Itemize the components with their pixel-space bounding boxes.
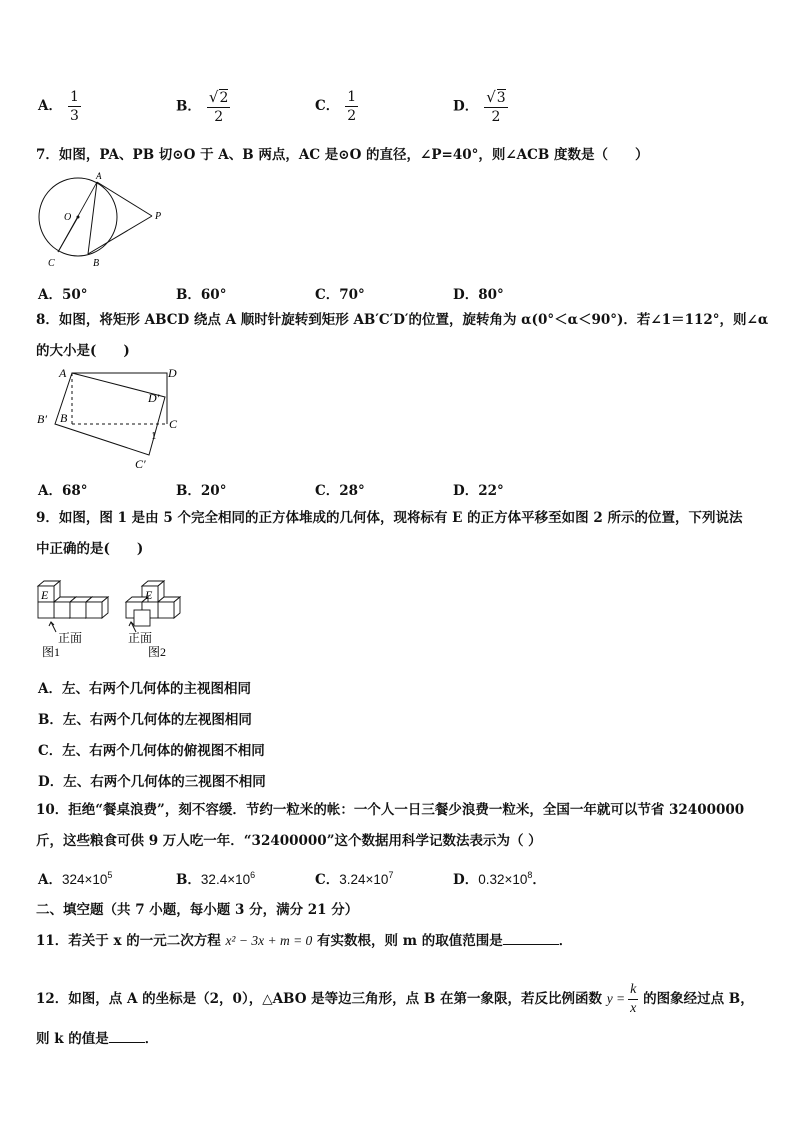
q10-option-b [176, 868, 255, 888]
q9-cubes-figure [34, 570, 194, 662]
q9-question-line1: 9．如图，图 1 是由 5 个完全相同的正方体堆成的几何体，现将标有 E 的正方体平移至如图 2 所示的位置，下列说法 [36, 510, 743, 526]
q7-option-d: D．80° [453, 287, 504, 303]
q6-fraction-numerator [484, 89, 507, 108]
q10-option-letter: D． [453, 872, 479, 888]
q8-label-d: D [168, 366, 177, 380]
q6-option-c [315, 89, 358, 124]
q6-option-letter: B． [176, 98, 201, 115]
q10-option-exponent: 7 [388, 870, 394, 880]
q11-equation: x² − 3x + m = 0 [225, 933, 313, 948]
q8-rectangle-figure [34, 362, 194, 474]
q6-option-fraction [484, 89, 507, 125]
q10-question-line2: 斤，这些粮食可供 9 万人吃一年．“32400000”这个数据用科学记数法表示为（ ） [36, 833, 542, 849]
q6-fraction-denominator: 3 [69, 108, 79, 124]
q7-label-o: O [64, 212, 72, 223]
q7-option-c: C．70° [315, 287, 365, 303]
q6-radicand: 2 [219, 90, 229, 106]
q10-option-exponent: 5 [107, 870, 113, 880]
q9-fig1-front-label: 正面 [58, 631, 83, 645]
q7-label-c: C [48, 258, 55, 269]
q8-option-d: D．22° [453, 483, 504, 499]
q7-label-a: A [96, 171, 102, 181]
q6-fraction-numerator [207, 89, 230, 108]
q6-option-letter: A． [38, 98, 62, 114]
q12-func-numerator: k [628, 982, 638, 1000]
q8-label-a: A [59, 366, 67, 380]
q6-option-fraction [345, 89, 358, 124]
q7-label-b: B [93, 258, 100, 269]
section-2-heading: 二、填空题（共 7 小题，每小题 3 分，满分 21 分） [36, 902, 359, 918]
q12-line2-text: 则 k 的值是 [36, 1031, 109, 1047]
q7-option-a: A．50° [38, 287, 88, 303]
q9-fig2-front-label: 正面 [128, 631, 153, 645]
q10-option-exponent: 6 [250, 870, 256, 880]
q12-func-fraction [628, 982, 638, 1017]
q6-option-b [176, 89, 230, 125]
q11-answer-blank[interactable] [503, 944, 559, 945]
q8-label-d-prime: D′ [148, 391, 160, 405]
q6-option-letter: D． [453, 98, 479, 115]
q10-option-letter: B． [176, 872, 201, 888]
q10-option-base: 0.32×10 [478, 872, 528, 887]
q10-question-line1: 10．拒绝“餐桌浪费”，刻不容缓．节约一粒米的帐：一个人一日三餐少浪费一粒米，全国一年就可以节省 32400000 [36, 802, 745, 818]
q12-answer-blank[interactable] [109, 1042, 145, 1043]
q12-func-denominator: x [630, 1001, 637, 1016]
q9-question-line2: 中正确的是( ) [36, 541, 144, 557]
q11-prefix: 11．若关于 x 的一元二次方程 [36, 933, 226, 949]
q12-question-line2 [36, 1030, 158, 1048]
q8-option-a: A．68° [38, 483, 88, 499]
q10-option-base: 324×10 [61, 872, 108, 887]
q10-option-tail: ． [532, 872, 546, 888]
q8-option-b: B．20° [176, 483, 227, 499]
q6-option-fraction [207, 89, 230, 125]
q6-option-d [453, 89, 508, 125]
q10-option-d [453, 868, 546, 888]
q6-fraction-numerator: 1 [347, 89, 357, 105]
q10-option-a [38, 868, 112, 888]
q6-option-a [38, 89, 81, 124]
q9-option-b: B．左、右两个几何体的左视图相同 [38, 712, 252, 728]
q8-label-angle-1: 1 [151, 430, 157, 442]
q12-end: ． [144, 1031, 159, 1047]
q10-option-letter: A． [38, 872, 62, 888]
q8-label-b: B [60, 411, 68, 425]
q6-fraction-denominator: 2 [214, 109, 224, 125]
q9-fig1-caption: 图1 [42, 645, 61, 659]
q12-prefix: 12．如图，点 A 的坐标是（2，0），△ABO 是等边三角形，点 B 在第一象限，若反比例函数 [36, 991, 607, 1007]
q8-question-line2: 的大小是( ) [36, 343, 130, 359]
q8-option-c: C．28° [315, 483, 365, 499]
q9-option-d: D．左、右两个几何体的三视图不相同 [38, 774, 266, 790]
q9-fig1-label-e: E [41, 588, 49, 602]
q7-question: 7．如图，PA、PB 切⊙O 于 A、B 两点，AC 是⊙O 的直径，∠P=40°，则∠ACB 度数是（ ） [36, 147, 649, 163]
q10-option-base: 32.4×10 [200, 872, 251, 887]
q6-radicand: 3 [496, 90, 506, 106]
sqrt-symbol: √ [486, 88, 496, 106]
q8-label-c: C [169, 417, 178, 431]
q8-question-line1: 8．如图，将矩形 ABCD 绕点 A 顺时针旋转到矩形 AB′C′D′的位置，旋转角为 α(0°＜α＜90°)．若∠1＝112°，则∠α [36, 312, 769, 328]
q9-option-a: A．左、右两个几何体的主视图相同 [38, 681, 251, 697]
q10-option-exponent: 8 [527, 870, 533, 880]
q8-label-b-prime: B′ [37, 412, 47, 426]
q7-option-b: B．60° [176, 287, 227, 303]
q6-option-letter: C． [315, 98, 340, 114]
q9-fig2-caption: 图2 [148, 645, 167, 659]
q7-circle-figure [30, 170, 180, 270]
q11-end: ． [558, 933, 573, 949]
q9-fig2-label-e: E [145, 588, 153, 602]
q11-suffix: 有实数根，则 m 的取值范围是 [312, 933, 503, 949]
q12-func-y: y = [606, 991, 626, 1006]
q6-fraction-denominator: 2 [491, 109, 501, 125]
q7-label-p: P [155, 211, 162, 222]
q10-option-base: 3.24×10 [339, 872, 389, 887]
q12-suffix: 的图象经过点 B， [638, 991, 754, 1007]
q11-question [36, 932, 572, 950]
sqrt-symbol: √ [208, 88, 219, 106]
q6-fraction-denominator: 2 [347, 108, 357, 124]
q6-option-fraction [68, 89, 81, 124]
q10-option-c [315, 868, 393, 888]
q6-fraction-numerator: 1 [69, 89, 79, 105]
q10-option-letter: C． [315, 872, 340, 888]
q9-option-c: C．左、右两个几何体的俯视图不相同 [38, 743, 265, 759]
q12-question-line1 [36, 982, 754, 1017]
q8-label-c-prime: C′ [135, 457, 146, 471]
